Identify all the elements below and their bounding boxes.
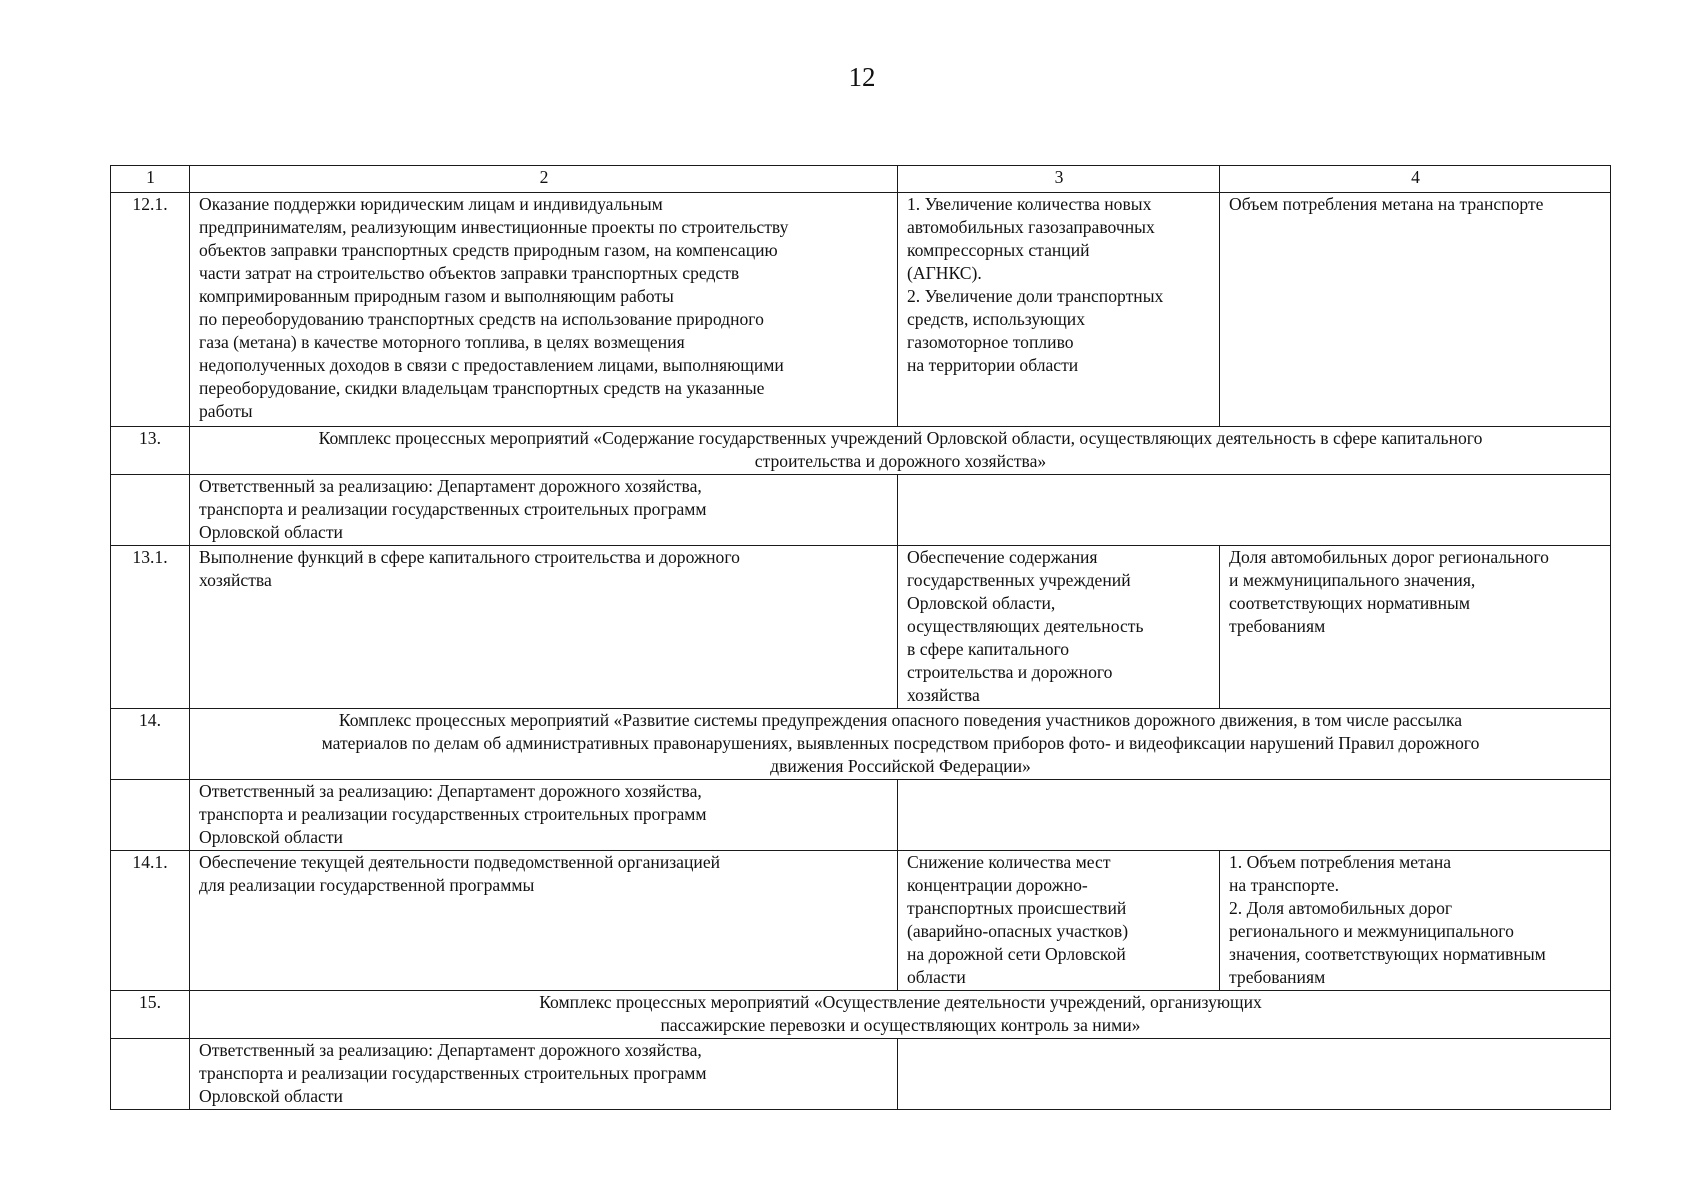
empty-cell bbox=[898, 1039, 1611, 1110]
row-number: 15. bbox=[111, 991, 190, 1039]
table-row bbox=[111, 546, 1611, 709]
table-row bbox=[111, 991, 1611, 1039]
linked-indicator: Объем потребления метана на транспорте bbox=[1220, 193, 1611, 427]
expected-result: Снижение количества мест концентрации дорожно- транспортных происшествий (аварийно-опасных участков) на дорожной сети Орловской области bbox=[898, 851, 1220, 991]
responsible-executor: Ответственный за реализацию: Департамент дорожного хозяйства, транспорта и реализации государственных строительных программ Орловской области bbox=[190, 475, 898, 546]
table-row bbox=[111, 475, 1611, 546]
row-number: 14.1. bbox=[111, 851, 190, 991]
empty-cell bbox=[898, 780, 1611, 851]
page-number: 12 bbox=[848, 62, 876, 92]
table-row bbox=[111, 1039, 1611, 1110]
table-row bbox=[111, 427, 1611, 475]
measure-description: Оказание поддержки юридическим лицам и индивидуальным предпринимателям, реализующим инвестиционные проекты по строительству объектов заправки транспортных средств природным газом, на компенсацию части затрат на строительство объектов заправки транспортных средств компримированным природным газом и выполняющим работы по переоборудованию транспортных средств на использование природного газа (метана) в качестве моторного топлива, в целях возмещения недополученных доходов в связи с предоставлением лицами, выполняющими переоборудование, скидки владельцам транспортных средств на указанные работы bbox=[190, 193, 898, 427]
measure-description: Обеспечение текущей деятельности подведомственной организацией для реализации государственной программы bbox=[190, 851, 898, 991]
empty-cell bbox=[111, 780, 190, 851]
row-number: 14. bbox=[111, 709, 190, 780]
expected-result: Обеспечение содержания государственных учреждений Орловской области, осуществляющих деятельность в сфере капитального строительства и дорожного хозяйства bbox=[898, 546, 1220, 709]
empty-cell bbox=[111, 475, 190, 546]
expected-result: 1. Увеличение количества новых автомобильных газозаправочных компрессорных станций (АГНКС). 2. Увеличение доли транспортных средств, использующих газомоторное топливо на территории области bbox=[898, 193, 1220, 427]
table-row bbox=[111, 193, 1611, 427]
column-header-1: 1 bbox=[111, 166, 190, 193]
linked-indicator: Доля автомобильных дорог регионального и межмуниципального значения, соответствующих нормативным требованиям bbox=[1220, 546, 1611, 709]
measures-table bbox=[110, 165, 1611, 1110]
complex-title: Комплекс процессных мероприятий «Содержание государственных учреждений Орловской области, осуществляющих деятельность в сфере капитального строительства и дорожного хозяйства» bbox=[190, 427, 1611, 475]
complex-title: Комплекс процессных мероприятий «Развитие системы предупреждения опасного поведения участников дорожного движения, в том числе рассылка материалов по делам об административных правонарушениях, выявленных посредством приборов фото- и видеофиксации нарушений Правил дорожного движения Российской Федерации» bbox=[190, 709, 1611, 780]
table-row bbox=[111, 780, 1611, 851]
column-header-2: 2 bbox=[190, 166, 898, 193]
empty-cell bbox=[111, 1039, 190, 1110]
responsible-executor: Ответственный за реализацию: Департамент дорожного хозяйства, транспорта и реализации государственных строительных программ Орловской области bbox=[190, 1039, 898, 1110]
complex-title: Комплекс процессных мероприятий «Осуществление деятельности учреждений, организующих пассажирские перевозки и осуществляющих контроль за ними» bbox=[190, 991, 1611, 1039]
table-row bbox=[111, 709, 1611, 780]
empty-cell bbox=[898, 475, 1611, 546]
responsible-executor: Ответственный за реализацию: Департамент дорожного хозяйства, транспорта и реализации государственных строительных программ Орловской области bbox=[190, 780, 898, 851]
linked-indicator: 1. Объем потребления метана на транспорте. 2. Доля автомобильных дорог регионального и межмуниципального значения, соответствующих нормативным требованиям bbox=[1220, 851, 1611, 991]
row-number: 13.1. bbox=[111, 546, 190, 709]
column-header-4: 4 bbox=[1220, 166, 1611, 193]
table-header-row bbox=[111, 166, 1611, 193]
row-number: 13. bbox=[111, 427, 190, 475]
table-row bbox=[111, 851, 1611, 991]
column-header-3: 3 bbox=[898, 166, 1220, 193]
row-number: 12.1. bbox=[111, 193, 190, 427]
measure-description: Выполнение функций в сфере капитального строительства и дорожного хозяйства bbox=[190, 546, 898, 709]
